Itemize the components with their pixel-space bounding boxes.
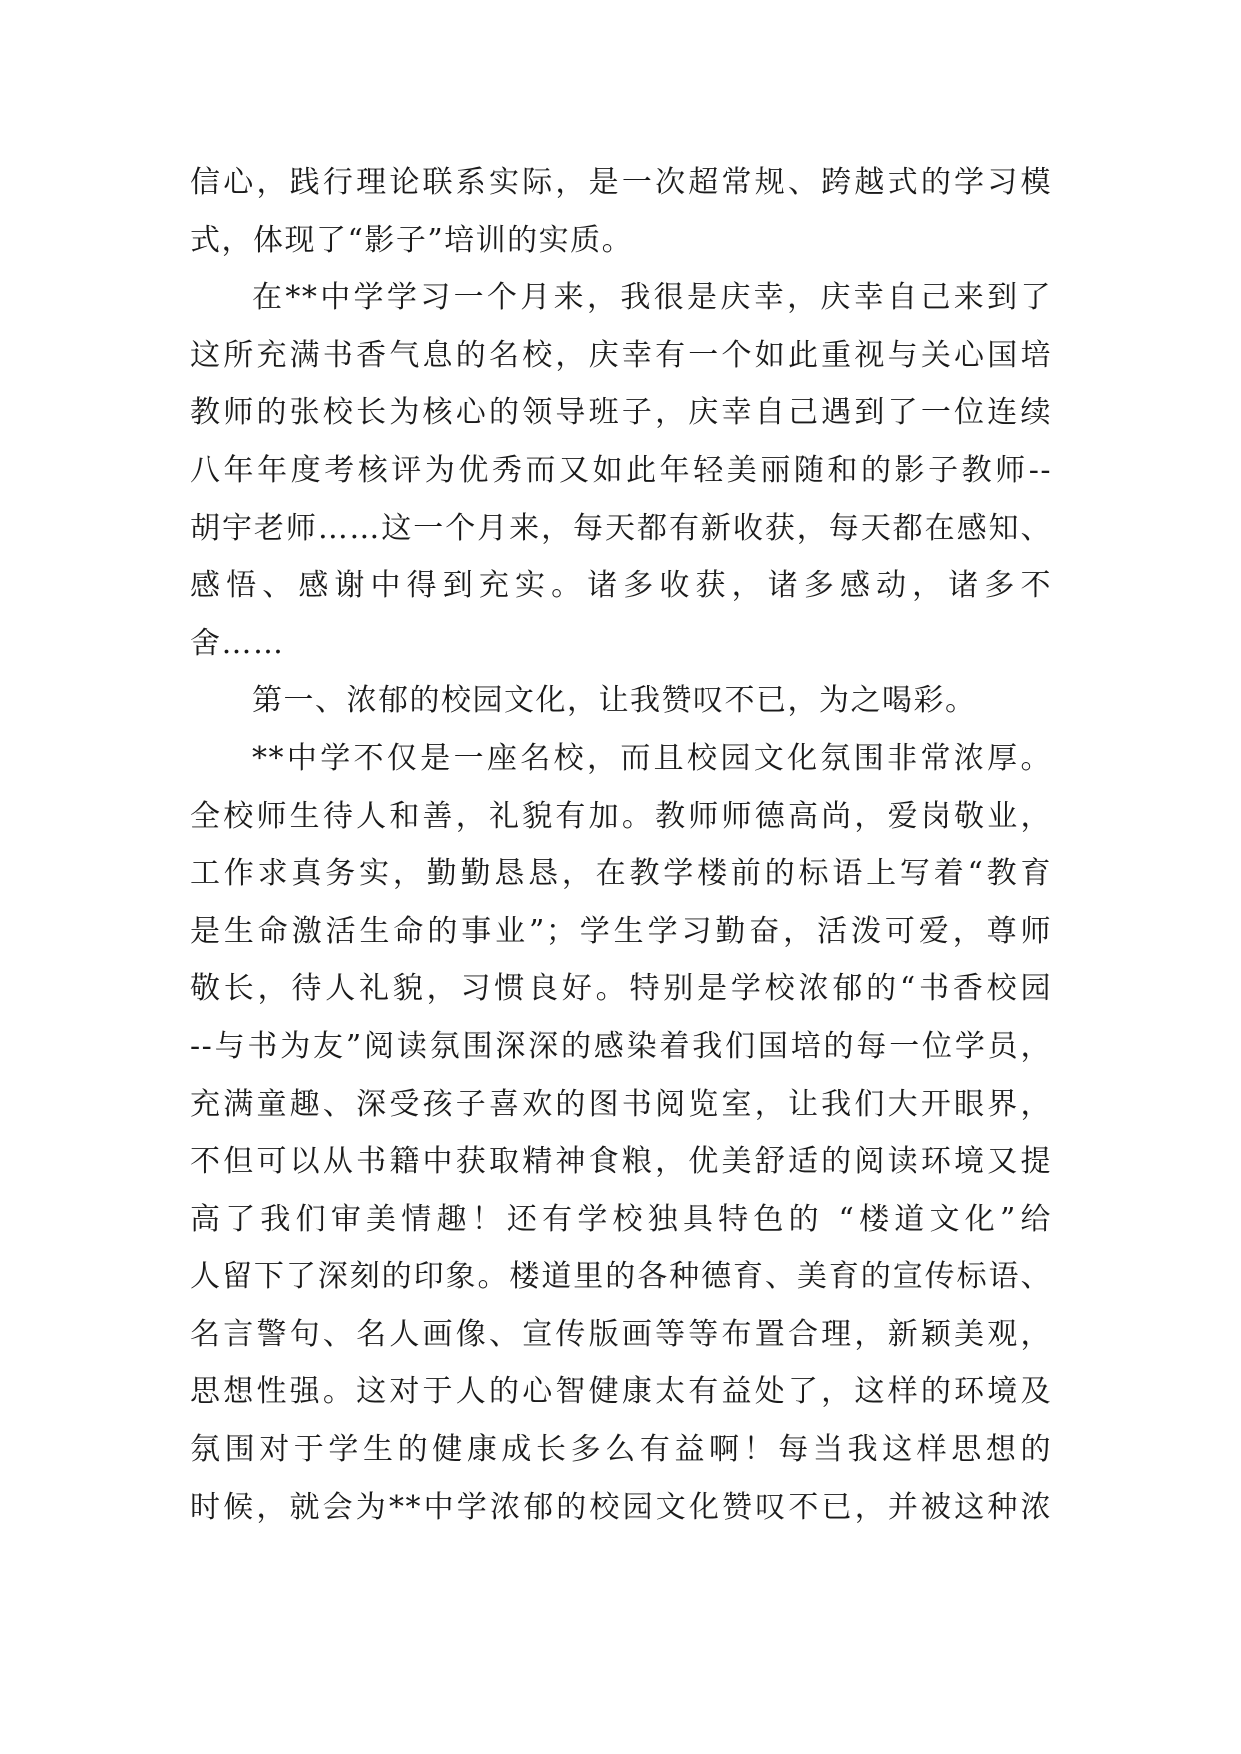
text-line: 胡宇老师……这一个月来，每天都有新收获，每天都在感知、	[190, 510, 1052, 546]
text-line: 式，体现了“影子”培训的实质。	[190, 222, 634, 258]
text-line: 八年年度考核评为优秀而又如此年轻美丽随和的影子教师--	[190, 452, 1052, 488]
text-line: 不但可以从书籍中获取精神食粮，优美舒适的阅读环境又提	[190, 1144, 1052, 1180]
text-line: 工作求真务实，勤勤恳恳，在教学楼前的标语上写着“教育	[190, 856, 1052, 892]
text-line: 全校师生待人和善，礼貌有加。教师师德高尚，爱岗敬业，	[190, 798, 1052, 834]
text-line: 感悟、感谢中得到充实。诸多收获，诸多感动，诸多不	[190, 568, 1052, 604]
text-line: 思想性强。这对于人的心智健康太有益处了，这样的环境及	[190, 1374, 1052, 1410]
text-line: --与书为友”阅读氛围深深的感染着我们国培的每一位学员，	[190, 1028, 1052, 1064]
text-line: 时候，就会为**中学浓郁的校园文化赞叹不已，并被这种浓	[190, 1489, 1052, 1525]
text-line: 名言警句、名人画像、宣传版画等等布置合理，新颖美观，	[190, 1316, 1052, 1352]
text-line: 教师的张校长为核心的领导班子，庆幸自己遇到了一位连续	[190, 395, 1052, 431]
section-heading: 第一、浓郁的校园文化，让我赞叹不已，为之喝彩。	[252, 683, 977, 719]
text-line: 充满童趣、深受孩子喜欢的图书阅览室，让我们大开眼界，	[190, 1086, 1052, 1122]
text-line: 这所充满书香气息的名校，庆幸有一个如此重视与关心国培	[190, 337, 1052, 373]
text-line: 是生命激活生命的事业”；学生学习勤奋，活泼可爱，尊师	[190, 913, 1052, 949]
text-line: **中学不仅是一座名校，而且校园文化氛围非常浓厚。	[252, 740, 1052, 776]
text-line: 氛围对于学生的健康成长多么有益啊！每当我这样思想的	[190, 1432, 1052, 1468]
text-line: 敬长，待人礼貌，习惯良好。特别是学校浓郁的“书香校园	[190, 971, 1052, 1007]
body-text	[190, 154, 1052, 1536]
text-line: 舍……	[190, 625, 285, 661]
text-line: 在**中学学习一个月来，我很是庆幸，庆幸自己来到了	[252, 280, 1052, 316]
text-line: 信心，践行理论联系实际，是一次超常规、跨越式的学习模	[190, 165, 1052, 200]
text-line: 人留下了深刻的印象。楼道里的各种德育、美育的宣传标语、	[190, 1259, 1052, 1295]
text-line: 高了我们审美情趣！还有学校独具特色的 “楼道文化”给	[190, 1201, 1052, 1237]
